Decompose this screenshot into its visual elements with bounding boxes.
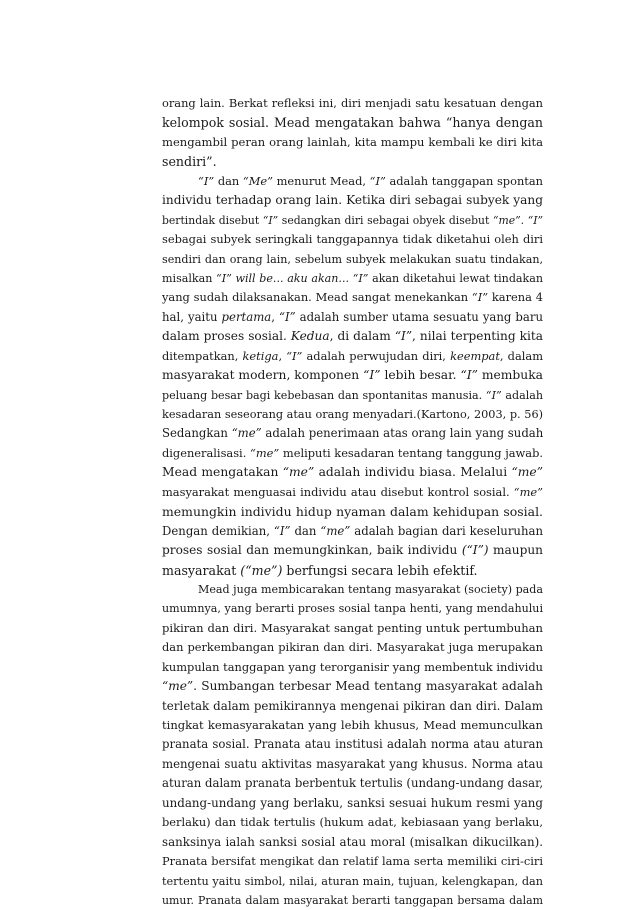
text-line: ditempatkan, ketiga, “I” adalah perwujudan diri, keempat, dalam — [162, 348, 543, 363]
text-line: masyarakat modern, komponen “I” lebih besar. “I” membuka — [162, 368, 543, 383]
text-line: Sedangkan “me” adalah penerimaan atas orang lain yang sudah — [162, 426, 543, 441]
text-line: peluang besar bagi kebebasan dan spontanitas manusia. “I” adalah — [162, 388, 543, 402]
text-line: dalam proses sosial. Kedua, di dalam “I”, nilai terpenting kita — [162, 329, 543, 344]
text-line: aturan dalam pranata berbentuk tertulis (undang-undang dasar, — [162, 776, 543, 791]
text-line: “me”. Sumbangan terbesar Mead tentang masyarakat adalah — [162, 679, 543, 694]
text-line: bertindak disebut “I” sedangkan diri sebagai obyek disebut “me”. “I” — [162, 213, 543, 227]
text-line: Dengan demikian, “I” dan “me” adalah bagian dari keseluruhan — [162, 523, 543, 538]
text-line: kelompok sosial. Mead mengatakan bahwa “hanya dengan — [162, 115, 543, 131]
text-line: sendiri”. — [162, 154, 217, 170]
text-line: digeneralisasi. “me” meliputi kesadaran tentang tanggung jawab. — [162, 445, 543, 460]
text-line: kumpulan tanggapan yang terorganisir yang membentuk individu — [162, 659, 543, 674]
text-line: sanksinya ialah sanksi sosial atau moral (misalkan dikucilkan). — [162, 834, 543, 849]
text-line: yang sudah dilaksanakan. Mead sangat menekankan “I” karena 4 — [162, 290, 543, 305]
text-line: umur. Pranata dalam masyarakat berarti tanggapan bersama dalam — [162, 893, 543, 907]
text-line: masyarakat menguasai individu atau disebut kontrol sosial. “me” — [162, 484, 543, 499]
text-line: misalkan “I” will be... aku akan... “I” akan diketahui lewat tindakan — [162, 271, 543, 285]
text-line: hal, yaitu pertama, “I” adalah sumber utama sesuatu yang baru — [162, 309, 543, 324]
text-line: individu terhadap orang lain. Ketika diri sebagai subyek yang — [162, 193, 543, 208]
text-line: “I” dan “Me” menurut Mead, “I” adalah tanggapan spontan — [198, 173, 543, 188]
body-text — [162, 94, 543, 910]
text-line: dan perkembangan pikiran dan diri. Masyarakat juga merupakan — [162, 640, 543, 655]
text-line: Mead juga membicarakan tentang masyarakat (society) pada — [198, 582, 543, 596]
text-line: mengambil peran orang lainlah, kita mampu kembali ke diri kita — [162, 134, 543, 149]
text-line: mengenai suatu aktivitas masyarakat yang khusus. Norma atau — [162, 756, 543, 771]
text-line: pranata sosial. Pranata atau institusi adalah norma atau aturan — [162, 737, 543, 752]
text-line: sendiri dan orang lain, sebelum subyek melakukan suatu tindakan, — [162, 252, 543, 266]
text-line: sebagai subyek seringkali tanggapannya tidak diketahui oleh diri — [162, 232, 543, 247]
text-line: masyarakat (“me”) berfungsi secara lebih efektif. — [162, 562, 478, 578]
text-line: tertentu yaitu simbol, nilai, aturan main, tujuan, kelengkapan, dan — [162, 874, 543, 888]
text-line: kesadaran seseorang atau orang menyadari.(Kartono, 2003, p. 56) — [162, 408, 543, 421]
text-line: proses sosial dan memungkinkan, baik individu (“I”) maupun — [162, 543, 543, 558]
text-line: orang lain. Berkat refleksi ini, diri menjadi satu kesatuan dengan — [162, 96, 543, 110]
text-line: umumnya, yang berarti proses sosial tanpa henti, yang mendahului — [162, 602, 543, 616]
text-line: Pranata bersifat mengikat dan relatif lama serta memiliki ciri-ciri — [162, 854, 543, 869]
text-line: undang-undang yang berlaku, sanksi sesuai hukum resmi yang — [162, 795, 543, 810]
text-line: berlaku) dan tidak tertulis (hukum adat, kebiasaan yang berlaku, — [162, 815, 543, 830]
text-line: terletak dalam pemikirannya mengenai pikiran dan diri. Dalam — [162, 698, 543, 713]
text-line: tingkat kemasyarakatan yang lebih khusus, Mead memunculkan — [162, 718, 543, 732]
text-line: Mead mengatakan “me” adalah individu biasa. Melalui “me” — [162, 465, 543, 480]
text-line: memungkin individu hidup nyaman dalam kehidupan sosial. — [162, 504, 543, 520]
text-line: pikiran dan diri. Masyarakat sangat penting untuk pertumbuhan — [162, 620, 543, 635]
